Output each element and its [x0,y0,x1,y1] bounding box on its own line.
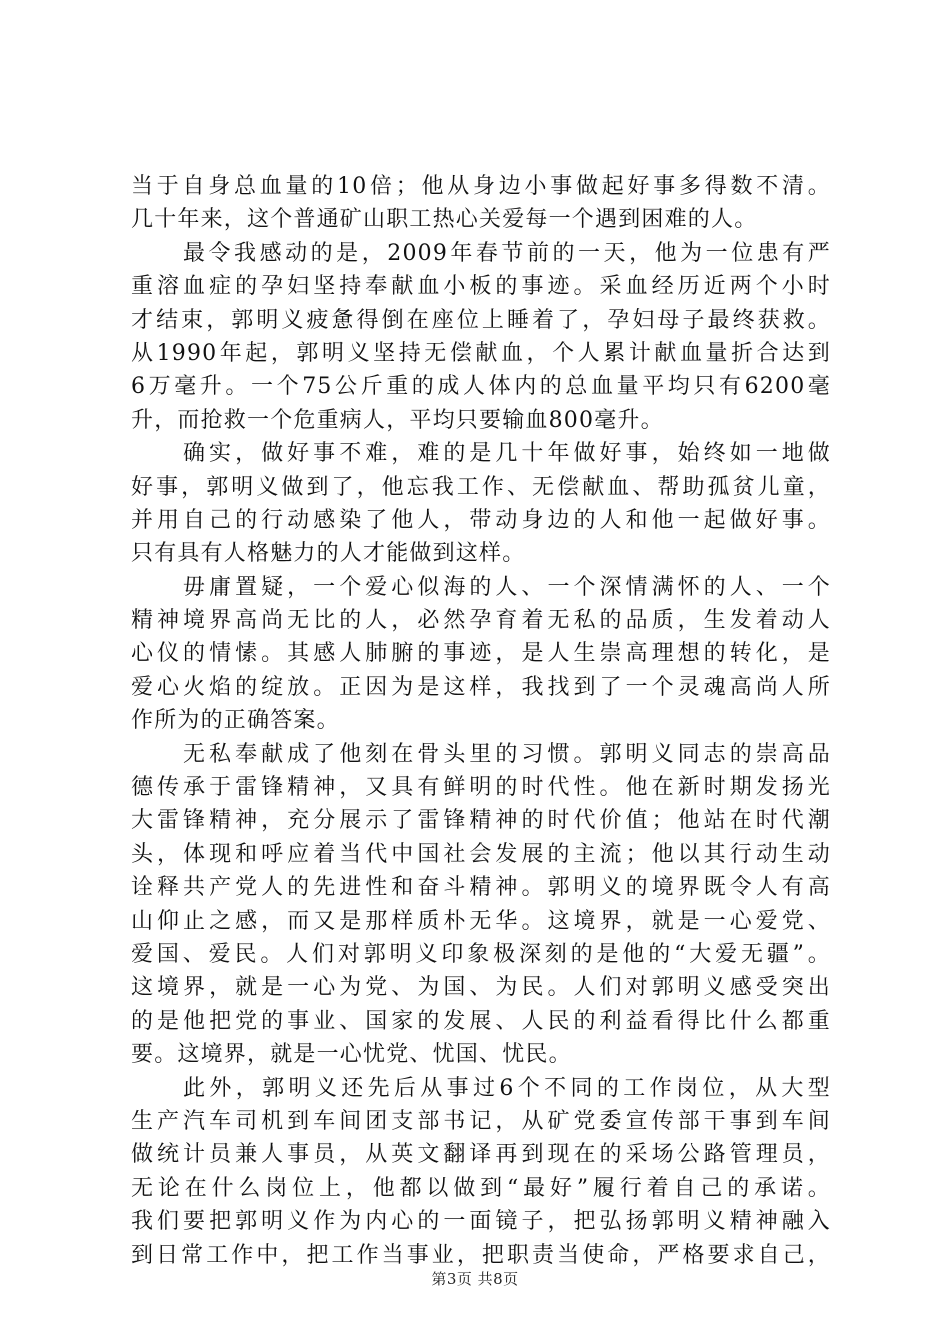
text-line: 最令我感动的是，2009年春节前的一天，他为一位患有严 [183,240,831,266]
text-line: 才结束，郭明义疲惫得倒在座位上睡着了，孕妇母子最终获救。 [131,307,831,333]
text-line: 到日常工作中，把工作当事业，把职责当使命，严格要求自己， [131,1242,831,1268]
page-number-footer: 第3页 共8页 [431,1270,519,1288]
text-line: 诠释共产党人的先进性和奋斗精神。郭明义的境界既令人有高 [131,875,831,901]
text-line: 毋庸置疑，一个爱心似海的人、一个深情满怀的人、一个 [183,574,831,600]
text-line: 从1990年起，郭明义坚持无偿献血，个人累计献血量折合达到 [131,340,831,366]
text-line: 做统计员兼人事员，从英文翻译再到现在的采场公路管理员， [131,1142,831,1168]
text-line: 无论在什么岗位上，他都以做到“最好”履行着自己的承诺。 [131,1175,831,1201]
text-line: 几十年来，这个普通矿山职工热心关爱每一个遇到困难的人。 [131,207,758,233]
text-line: 无私奉献成了他刻在骨头里的习惯。郭明义同志的崇高品 [183,741,831,767]
text-line: 爱国、爱民。人们对郭明义印象极深刻的是他的“大爱无疆”。 [131,941,831,967]
text-line: 生产汽车司机到车间团支部书记，从矿党委宣传部干事到车间 [131,1108,831,1134]
text-line: 头，体现和呼应着当代中国社会发展的主流；他以其行动生动 [131,841,831,867]
text-line: 升，而抢救一个危重病人，平均只要输血800毫升。 [131,407,664,433]
text-line: 作所为的正确答案。 [131,708,340,734]
text-line: 大雷锋精神，充分展示了雷锋精神的时代价值；他站在时代潮 [131,808,831,834]
text-line: 重溶血症的孕妇坚持奉献血小板的事迹。采血经历近两个小时 [131,274,831,300]
text-line: 心仪的情愫。其感人肺腑的事迹，是人生崇高理想的转化，是 [131,641,831,667]
text-line: 我们要把郭明义作为内心的一面镜子，把弘扬郭明义精神融入 [131,1209,831,1235]
text-line: 此外，郭明义还先后从事过6个不同的工作岗位，从大型 [183,1075,831,1101]
text-line: 好事，郭明义做到了，他忘我工作、无偿献血、帮助孤贫儿童， [131,474,831,500]
text-line: 爱心火焰的绽放。正因为是这样，我找到了一个灵魂高尚人所 [131,674,831,700]
text-line: 山仰止之感，而又是那样质朴无华。这境界，就是一心爱党、 [131,908,831,934]
text-line: 确实，做好事不难，难的是几十年做好事，始终如一地做 [183,441,831,467]
text-line: 要。这境界，就是一心忧党、忧国、忧民。 [131,1042,572,1068]
text-line: 精神境界高尚无比的人，必然孕育着无私的品质，生发着动人 [131,608,831,634]
text-line: 当于自身总血量的10倍；他从身边小事做起好事多得数不清。 [131,174,831,199]
text-line: 只有具有人格魅力的人才能做到这样。 [131,541,526,567]
text-line: 德传承于雷锋精神，又具有鲜明的时代性。他在新时期发扬光 [131,775,831,801]
body-text [131,170,831,1272]
text-line: 的是他把党的事业、国家的发展、人民的利益看得比什么都重 [131,1008,831,1034]
text-line: 6万毫升。一个75公斤重的成人体内的总血量平均只有6200毫 [131,374,831,400]
text-line: 这境界，就是一心为党、为国、为民。人们对郭明义感受突出 [131,975,831,1001]
text-line: 并用自己的行动感染了他人，带动身边的人和他一起做好事。 [131,507,831,533]
